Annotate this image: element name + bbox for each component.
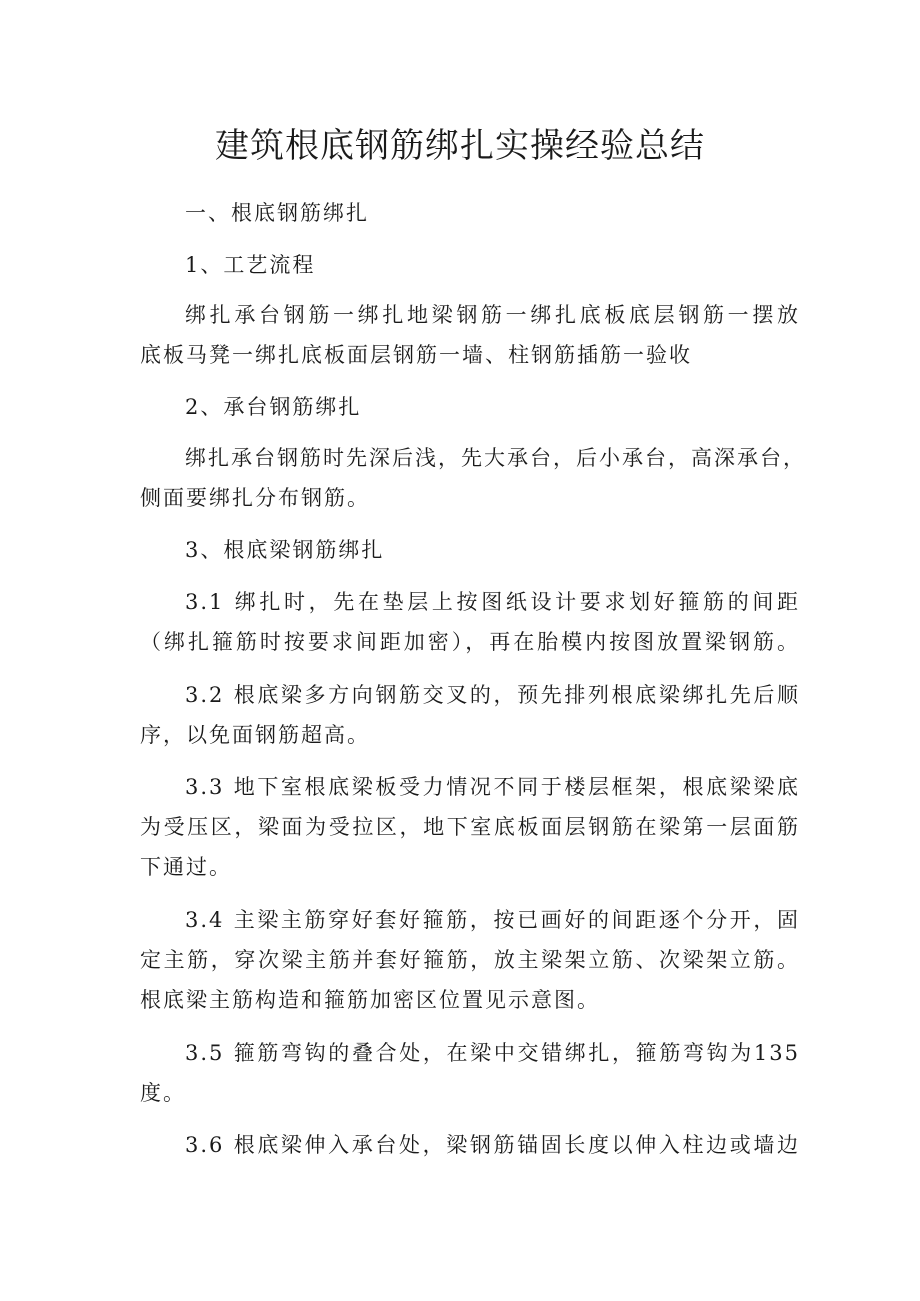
paragraph-line: 为受压区，梁面为受拉区，地下室底板面层钢筋在梁第一层面筋	[140, 815, 800, 839]
paragraph-line: 3.5 箍筋弯钩的叠合处，在梁中交错绑扎，箍筋弯钩为135	[185, 1041, 800, 1065]
paragraph-line: 下通过。	[140, 855, 232, 879]
paragraph-line: 3.1 绑扎时，先在垫层上按图纸设计要求划好箍筋的间距	[185, 590, 800, 614]
paragraph-line: 3.4 主梁主筋穿好套好箍筋，按已画好的间距逐个分开，固	[185, 908, 800, 932]
paragraph-line: 度。	[140, 1081, 186, 1105]
paragraph-line: 序，以免面钢筋超高。	[140, 723, 370, 747]
paragraph-line: 底板马凳一绑扎底板面层钢筋一墙、柱钢筋插筋一验收	[140, 343, 692, 367]
paragraph-line: 根底梁主筋构造和箍筋加密区位置见示意图。	[140, 988, 600, 1012]
subsection-heading-3: 3、根底梁钢筋绑扎	[185, 538, 385, 562]
paragraph-line: 绑扎承台钢筋时先深后浅，先大承台，后小承台，高深承台，	[185, 446, 806, 470]
paragraph-line: 绑扎承台钢筋一绑扎地梁钢筋一绑扎底板底层钢筋一摆放	[185, 303, 800, 327]
paragraph-line: 定主筋，穿次梁主筋并套好箍筋，放主梁架立筋、次梁架立筋。	[140, 948, 800, 972]
subsection-heading-2: 2、承台钢筋绑扎	[185, 395, 362, 419]
document-title: 建筑根底钢筋绑扎实操经验总结	[215, 126, 705, 166]
paragraph-line: 侧面要绑扎分布钢筋。	[140, 486, 370, 510]
paragraph-line: 3.2 根底梁多方向钢筋交叉的，预先排列根底梁绑扎先后顺	[185, 683, 800, 707]
section-heading-1: 一、根底钢筋绑扎	[185, 201, 369, 225]
paragraph-line: （绑扎箍筋时按要求间距加密），再在胎模内按图放置梁钢筋。	[140, 630, 800, 654]
subsection-heading-1: 1、工艺流程	[185, 253, 316, 277]
paragraph-line: 3.3 地下室根底梁板受力情况不同于楼层框架，根底梁梁底	[185, 775, 800, 799]
paragraph-line: 3.6 根底梁伸入承台处，梁钢筋锚固长度以伸入柱边或墙边	[185, 1133, 800, 1157]
